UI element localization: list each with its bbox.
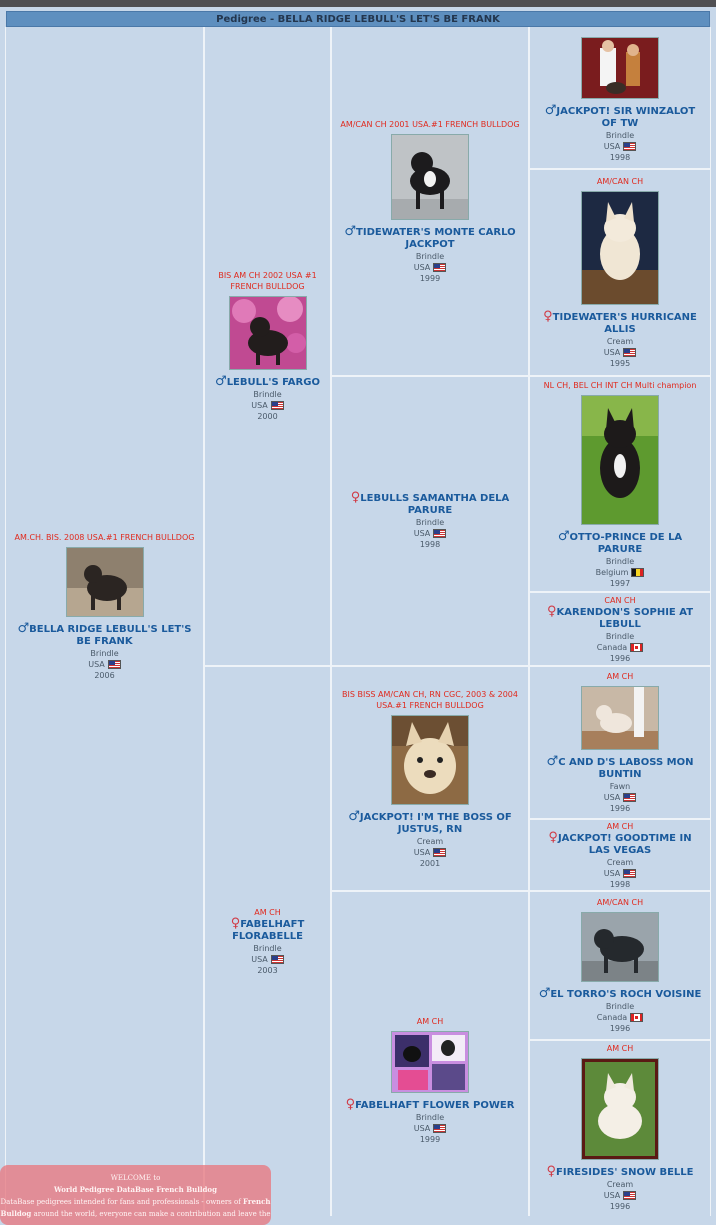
usa-flag-icon bbox=[623, 142, 636, 151]
dog-name-link[interactable]: ♀LEBULLS SAMANTHA DELA PARURE bbox=[350, 490, 510, 516]
dog-country: USA bbox=[604, 141, 637, 152]
usa-flag-icon bbox=[623, 348, 636, 357]
dog-photo[interactable] bbox=[581, 912, 659, 982]
usa-flag-icon bbox=[623, 869, 636, 878]
male-symbol-icon: ♂ bbox=[344, 223, 357, 239]
dog-color: Brindle bbox=[605, 1002, 635, 1011]
usa-flag-icon bbox=[433, 848, 446, 857]
dog-color: Brindle bbox=[605, 556, 635, 566]
canada-flag-icon bbox=[630, 1013, 643, 1022]
pedigree-cell-dds bbox=[530, 892, 710, 1039]
pedigree-cell-sss bbox=[530, 27, 710, 168]
welcome-subheading: World Pedigree DataBase French Bulldog bbox=[54, 1185, 217, 1194]
dog-country: USA bbox=[414, 262, 447, 273]
female-symbol-icon: ♀ bbox=[543, 309, 553, 324]
dog-year: 1999 bbox=[419, 1134, 441, 1144]
pedigree-cell-ssd bbox=[530, 170, 710, 375]
dog-name-link[interactable]: ♂OTTO-PRINCE DE LA PARURE bbox=[557, 528, 683, 555]
pedigree-cell-dam-dam bbox=[332, 892, 528, 1216]
dog-country: Canada bbox=[597, 1012, 643, 1023]
pedigree-cell-sire-dam bbox=[332, 377, 528, 665]
pedigree-cell-dss bbox=[530, 667, 710, 818]
dog-title: AM.CH. BIS. 2008 USA.#1 FRENCH BULLDOG bbox=[14, 533, 195, 542]
dog-name-link[interactable]: ♂C AND D'S LABOSS MON BUNTIN bbox=[546, 754, 694, 780]
dog-color: Brindle bbox=[415, 251, 445, 261]
dog-color: Brindle bbox=[605, 631, 635, 641]
female-symbol-icon: ♀ bbox=[546, 603, 557, 619]
dog-name-link[interactable]: ♀FABELHAFT FLOWER POWER bbox=[345, 1096, 515, 1112]
usa-flag-icon bbox=[108, 660, 121, 669]
dog-name-link[interactable]: ♀KARENDON'S SOPHIE AT LEBULL bbox=[546, 603, 694, 630]
dog-year: 1999 bbox=[419, 273, 441, 283]
pedigree-cell-subject bbox=[6, 27, 203, 1216]
dog-photo[interactable] bbox=[391, 715, 469, 805]
dog-title: AM CH bbox=[606, 672, 634, 681]
dog-title: AM CH bbox=[606, 1044, 634, 1053]
dog-title: CAN CH bbox=[604, 595, 636, 605]
dog-photo[interactable] bbox=[229, 296, 307, 370]
male-symbol-icon: ♂ bbox=[17, 621, 30, 636]
female-symbol-icon: ♀ bbox=[345, 1096, 356, 1112]
dog-country: USA bbox=[251, 400, 284, 411]
dog-country: USA bbox=[414, 528, 447, 539]
dog-year: 1996 bbox=[609, 1024, 631, 1033]
dog-photo[interactable] bbox=[581, 395, 659, 525]
dog-country: USA bbox=[414, 1123, 447, 1134]
dog-color: Cream bbox=[606, 857, 634, 867]
column-divider bbox=[710, 27, 711, 1216]
dog-name-link[interactable]: ♀FIRESIDES' SNOW BELLE bbox=[546, 1164, 694, 1179]
dog-color: Fawn bbox=[609, 782, 631, 791]
pedigree-cell-sds bbox=[530, 377, 710, 591]
dog-name-link[interactable]: ♀TIDEWATER'S HURRICANE ALLIS bbox=[543, 309, 697, 335]
welcome-popup[interactable] bbox=[0, 1165, 271, 1225]
dog-country: USA bbox=[414, 847, 447, 858]
usa-flag-icon bbox=[433, 529, 446, 538]
dog-color: Cream bbox=[606, 1180, 634, 1189]
usa-flag-icon bbox=[623, 793, 636, 802]
browser-top-bar bbox=[0, 0, 716, 7]
dog-title: AM/CAN CH bbox=[596, 177, 644, 186]
dog-color: Brindle bbox=[253, 944, 282, 953]
dog-country: USA bbox=[251, 954, 284, 965]
dog-name-link[interactable]: ♀JACKPOT! GOODTIME IN LAS VEGAS bbox=[548, 829, 692, 856]
welcome-text: DataBase pedigrees intended for fans and professionals - owners of French bbox=[0, 1197, 271, 1206]
usa-flag-icon bbox=[433, 263, 446, 272]
pedigree-cell-ddd bbox=[530, 1041, 710, 1216]
dog-name-link[interactable]: ♂JACKPOT! SIR WINZALOT OF TW bbox=[544, 102, 696, 129]
dog-title: AM CH bbox=[606, 821, 634, 831]
dog-country: USA bbox=[88, 659, 121, 670]
welcome-heading: WELCOME to bbox=[110, 1174, 161, 1182]
male-symbol-icon: ♂ bbox=[546, 754, 559, 769]
dog-color: Cream bbox=[606, 337, 634, 346]
dog-name-link[interactable]: ♀FABELHAFT FLORABELLE bbox=[230, 916, 305, 942]
pedigree-cell-sire bbox=[205, 27, 330, 665]
dog-color: Brindle bbox=[90, 649, 119, 658]
dog-country: USA bbox=[604, 1190, 637, 1201]
male-symbol-icon: ♂ bbox=[557, 528, 570, 544]
dog-year: 1998 bbox=[609, 879, 631, 889]
dog-name-link[interactable]: ♂EL TORRO'S ROCH VOISINE bbox=[538, 986, 702, 1001]
dog-color: Cream bbox=[416, 836, 444, 846]
dog-year: 1997 bbox=[609, 578, 631, 588]
dog-color: Brindle bbox=[415, 1112, 445, 1122]
dog-title: AM/CAN CH bbox=[596, 898, 644, 907]
female-symbol-icon: ♀ bbox=[230, 916, 241, 931]
dog-photo[interactable] bbox=[581, 686, 659, 750]
dog-year: 1996 bbox=[609, 804, 631, 813]
dog-year: 2000 bbox=[257, 412, 278, 421]
dog-photo[interactable] bbox=[581, 37, 659, 99]
dog-photo[interactable] bbox=[581, 1058, 659, 1160]
dog-photo[interactable] bbox=[391, 1031, 469, 1093]
usa-flag-icon bbox=[271, 401, 284, 410]
dog-photo[interactable] bbox=[66, 547, 144, 617]
female-symbol-icon: ♀ bbox=[350, 490, 361, 505]
dog-country: Canada bbox=[597, 642, 643, 653]
dog-title: AM/CAN CH 2001 USA.#1 FRENCH BULLDOG bbox=[340, 119, 520, 129]
dog-color: Brindle bbox=[253, 390, 282, 399]
dog-color: Brindle bbox=[605, 130, 635, 140]
dog-country: USA bbox=[604, 868, 637, 879]
pedigree-cell-dam-sire bbox=[332, 667, 528, 890]
dog-name-link[interactable]: ♂TIDEWATER'S MONTE CARLO JACKPOT bbox=[344, 223, 516, 250]
belgium-flag-icon bbox=[631, 568, 644, 577]
dog-year: 1996 bbox=[609, 1202, 631, 1211]
dog-country: USA bbox=[604, 347, 637, 358]
dog-country: USA bbox=[604, 792, 637, 803]
dog-name-link[interactable]: ♂JACKPOT! I'M THE BOSS OF JUSTUS, RN bbox=[348, 808, 512, 835]
dog-title: AM CH bbox=[416, 1016, 444, 1026]
dog-year: 2003 bbox=[257, 966, 278, 975]
dog-photo[interactable] bbox=[581, 191, 659, 305]
pedigree-cell-dam bbox=[205, 667, 330, 1216]
page-title: Pedigree - BELLA RIDGE LEBULL'S LET'S BE FRANK bbox=[6, 11, 710, 27]
dog-color: Brindle bbox=[415, 518, 445, 527]
dog-year: 1995 bbox=[609, 359, 631, 368]
dog-year: 2006 bbox=[94, 671, 115, 680]
usa-flag-icon bbox=[433, 1124, 446, 1133]
dog-photo[interactable] bbox=[391, 134, 469, 220]
dog-year: 1998 bbox=[609, 152, 631, 162]
dog-title: NL CH, BEL CH INT CH Multi champion bbox=[543, 380, 697, 390]
male-symbol-icon: ♂ bbox=[348, 808, 360, 824]
dog-country: Belgium bbox=[596, 567, 645, 578]
dog-year: 2001 bbox=[419, 858, 441, 868]
male-symbol-icon: ♂ bbox=[215, 374, 227, 389]
dog-title: BIS AM CH 2002 USA #1 FRENCH BULLDOG bbox=[218, 271, 317, 291]
pedigree-cell-sdd bbox=[530, 593, 710, 665]
pedigree-cell-sire-sire bbox=[332, 27, 528, 375]
female-symbol-icon: ♀ bbox=[546, 1164, 557, 1179]
dog-year: 1996 bbox=[609, 653, 631, 663]
male-symbol-icon: ♂ bbox=[538, 986, 551, 1001]
dog-year: 1998 bbox=[419, 540, 441, 549]
canada-flag-icon bbox=[630, 643, 643, 652]
dog-name-link[interactable]: ♂BELLA RIDGE LEBULL'S LET'S BE FRANK bbox=[17, 621, 192, 647]
male-symbol-icon: ♂ bbox=[544, 102, 557, 118]
dog-title: AM CH bbox=[254, 908, 281, 917]
dog-name-link[interactable]: ♂LEBULL'S FARGO bbox=[215, 374, 320, 389]
female-symbol-icon: ♀ bbox=[548, 829, 558, 845]
dog-title: BIS BISS AM/CAN CH, RN CGC, 2003 & 2004 USA.#1 FRENCH BULLDOG bbox=[342, 689, 518, 710]
welcome-text: Bulldog around the world, everyone can make a contribution and leave the bbox=[0, 1209, 271, 1218]
usa-flag-icon bbox=[623, 1191, 636, 1200]
pedigree-cell-dsd bbox=[530, 820, 710, 890]
usa-flag-icon bbox=[271, 955, 284, 964]
